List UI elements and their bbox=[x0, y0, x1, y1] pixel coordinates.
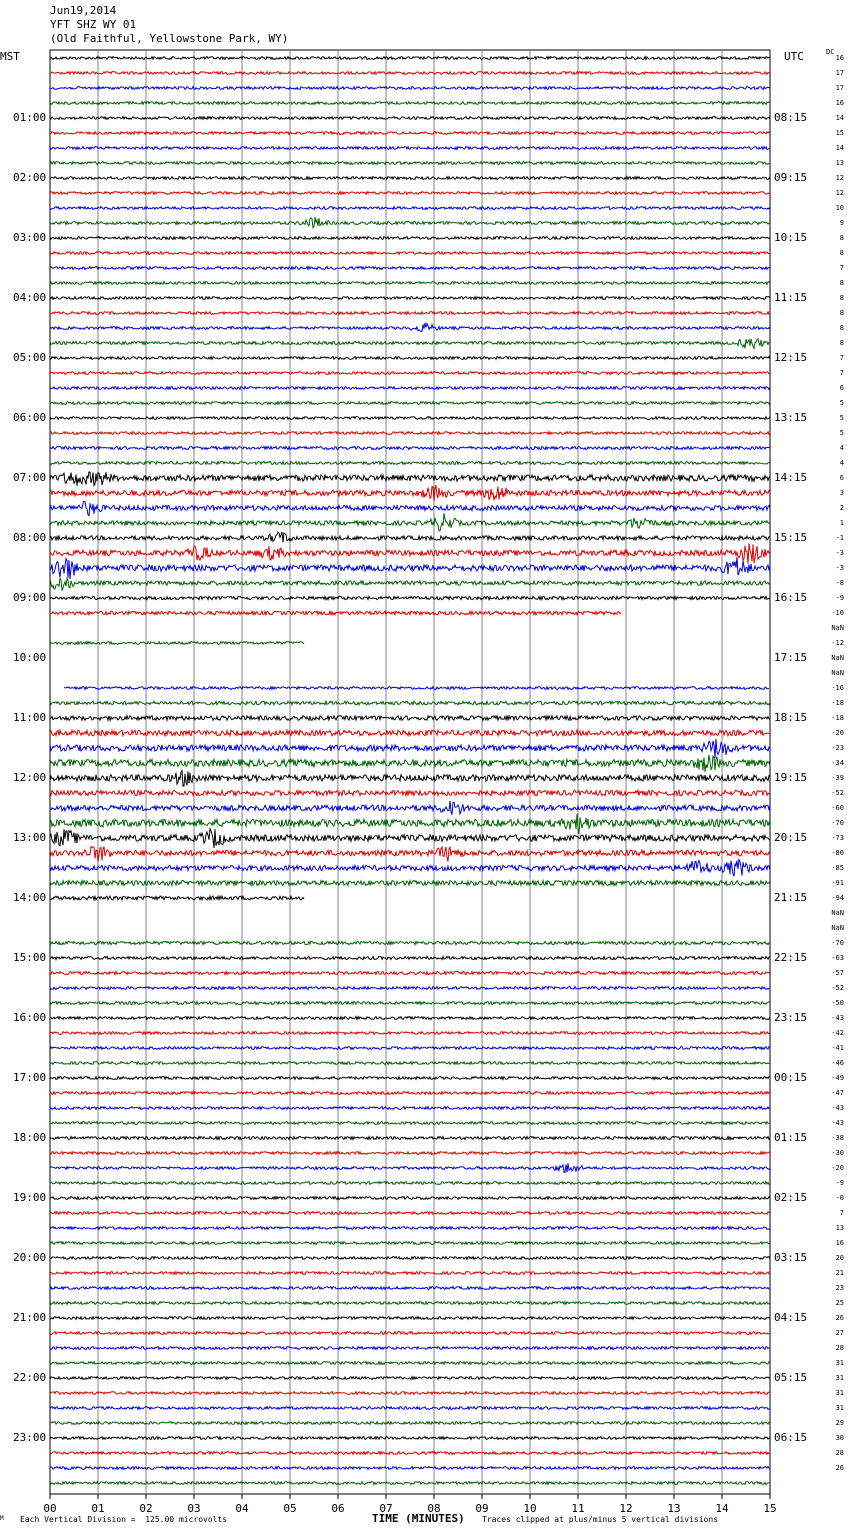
trace-row bbox=[50, 1212, 770, 1215]
trace-row bbox=[50, 755, 770, 772]
mst-time-label: 08:00 bbox=[13, 531, 47, 544]
trace-row bbox=[50, 1302, 770, 1305]
x-tick-label: 00 bbox=[43, 1502, 57, 1515]
trace-row bbox=[50, 252, 770, 255]
dc-offset-label: -34 bbox=[831, 759, 844, 767]
dc-offset-label: 21 bbox=[835, 1269, 844, 1277]
trace-row bbox=[50, 297, 770, 300]
dc-offset-label: 26 bbox=[835, 1314, 844, 1322]
dc-offset-label: 31 bbox=[835, 1359, 844, 1367]
trace-row bbox=[50, 596, 770, 599]
trace-row bbox=[50, 896, 304, 900]
dc-offset-label: -50 bbox=[831, 999, 844, 1007]
dc-offset-label: 20 bbox=[835, 1254, 844, 1262]
dc-offset-label: 12 bbox=[835, 174, 844, 182]
trace-row bbox=[50, 642, 304, 645]
trace-row bbox=[50, 829, 770, 848]
trace-row bbox=[50, 192, 770, 195]
dc-offset-label: 23 bbox=[835, 1284, 844, 1292]
utc-time-label: 02:15 bbox=[774, 1191, 808, 1204]
trace-row bbox=[50, 532, 770, 542]
dc-offset-label: -30 bbox=[831, 1149, 844, 1157]
trace-row bbox=[50, 432, 770, 435]
trace-row bbox=[50, 557, 770, 579]
dc-offset-label: 5 bbox=[839, 429, 844, 437]
dc-offset-label: -0 bbox=[835, 1194, 844, 1202]
trace-row bbox=[50, 771, 770, 787]
dc-offset-label: -70 bbox=[831, 819, 844, 827]
trace-row bbox=[50, 402, 770, 405]
trace-row bbox=[50, 1422, 770, 1425]
trace-row bbox=[50, 1467, 770, 1470]
plot-frame bbox=[50, 50, 770, 1494]
dc-offset-label: 8 bbox=[839, 309, 844, 317]
x-tick-label: 10 bbox=[523, 1502, 537, 1515]
dc-offset-label: 1 bbox=[839, 519, 844, 527]
dc-offset-label: -41 bbox=[831, 1044, 844, 1052]
trace-row bbox=[50, 417, 770, 420]
dc-offset-label: -42 bbox=[831, 1029, 844, 1037]
utc-time-label: 23:15 bbox=[774, 1011, 808, 1024]
mst-time-label: 14:00 bbox=[13, 891, 47, 904]
trace-row bbox=[50, 1257, 770, 1260]
dc-offset-label: -38 bbox=[831, 1134, 844, 1142]
mst-time-label: 21:00 bbox=[13, 1311, 47, 1324]
trace-row bbox=[50, 312, 770, 315]
dc-offset-label: 6 bbox=[839, 384, 844, 392]
mst-time-label: 01:00 bbox=[13, 111, 47, 124]
trace-row bbox=[50, 1032, 770, 1035]
x-tick-label: 14 bbox=[715, 1502, 729, 1515]
dc-offset-label: 14 bbox=[835, 114, 844, 122]
utc-time-label: 03:15 bbox=[774, 1251, 808, 1264]
dc-offset-label: 25 bbox=[835, 1299, 844, 1307]
utc-time-label: 14:15 bbox=[774, 471, 808, 484]
dc-offset-label: 8 bbox=[839, 279, 844, 287]
x-tick-label: 06 bbox=[331, 1502, 345, 1515]
trace-row bbox=[50, 1407, 770, 1410]
trace-row bbox=[50, 1122, 770, 1125]
trace-row bbox=[50, 372, 770, 375]
dc-offset-label: 14 bbox=[835, 144, 844, 152]
dc-offset-label: -9 bbox=[835, 1179, 844, 1187]
trace-row bbox=[50, 1377, 770, 1380]
utc-time-label: 00:15 bbox=[774, 1071, 808, 1084]
dc-offset-label: -52 bbox=[831, 789, 844, 797]
dc-offset-label: 26 bbox=[835, 1464, 844, 1472]
dc-offset-label: 16 bbox=[835, 99, 844, 107]
utc-time-label: 18:15 bbox=[774, 711, 808, 724]
trace-row bbox=[50, 1017, 770, 1020]
trace-row bbox=[50, 847, 770, 862]
mst-time-label: 06:00 bbox=[13, 411, 47, 424]
clip-note: Traces clipped at plus/minus 5 vertical divisions bbox=[482, 1515, 719, 1524]
dc-offset-label: -43 bbox=[831, 1014, 844, 1022]
mst-time-label: 13:00 bbox=[13, 831, 47, 844]
trace-row bbox=[50, 323, 770, 332]
trace-row bbox=[50, 1272, 770, 1275]
mst-time-label: 17:00 bbox=[13, 1071, 47, 1084]
trace-row bbox=[50, 72, 770, 75]
trace-row bbox=[50, 132, 770, 135]
x-tick-label: 11 bbox=[571, 1502, 585, 1515]
x-tick-label: 03 bbox=[187, 1502, 201, 1515]
x-tick-label: 13 bbox=[667, 1502, 681, 1515]
trace-row bbox=[50, 1452, 770, 1455]
dc-offset-label: -63 bbox=[831, 954, 844, 962]
utc-time-label: 09:15 bbox=[774, 171, 808, 184]
trace-row bbox=[50, 357, 770, 360]
x-tick-label: 01 bbox=[91, 1502, 105, 1515]
dc-offset-label: -46 bbox=[831, 1059, 844, 1067]
trace-row bbox=[50, 739, 770, 758]
mst-time-label: 11:00 bbox=[13, 711, 47, 724]
trace-row bbox=[50, 147, 770, 150]
trace-row bbox=[50, 207, 770, 210]
dc-offset-label: -60 bbox=[831, 804, 844, 812]
dc-offset-label: -39 bbox=[831, 774, 844, 782]
dc-offset-label: 31 bbox=[835, 1404, 844, 1412]
mst-time-label: 09:00 bbox=[13, 591, 47, 604]
x-tick-label: 09 bbox=[475, 1502, 489, 1515]
x-axis-label: TIME (MINUTES) bbox=[372, 1512, 465, 1525]
dc-offset-label: 8 bbox=[839, 249, 844, 257]
dc-offset-label: -70 bbox=[831, 939, 844, 947]
dc-offset-label: -18 bbox=[831, 699, 844, 707]
dc-offset-label: 7 bbox=[839, 264, 844, 272]
trace-row bbox=[50, 1002, 770, 1005]
dc-offset-label: 30 bbox=[835, 1434, 844, 1442]
dc-offset-label: 17 bbox=[835, 69, 844, 77]
scale-note: Each Vertical Division = 125.00 microvolts bbox=[20, 1515, 228, 1524]
trace-row bbox=[50, 1182, 770, 1185]
trace-row bbox=[50, 513, 770, 531]
dc-offset-label: -57 bbox=[831, 969, 844, 977]
dc-offset-label: 13 bbox=[835, 159, 844, 167]
trace-row bbox=[50, 1077, 770, 1080]
trace-row bbox=[50, 1137, 770, 1140]
trace-row bbox=[50, 1482, 770, 1485]
dc-offset-label: -18 bbox=[831, 714, 844, 722]
mst-time-label: 23:00 bbox=[13, 1431, 47, 1444]
trace-row bbox=[50, 1362, 770, 1365]
trace-row bbox=[50, 87, 770, 90]
dc-offset-label: 29 bbox=[835, 1419, 844, 1427]
dc-offset-label: 7 bbox=[839, 369, 844, 377]
trace-row bbox=[50, 57, 770, 60]
trace-row bbox=[50, 1392, 770, 1395]
trace-row bbox=[50, 472, 770, 486]
utc-time-label: 17:15 bbox=[774, 651, 808, 664]
trace-row bbox=[50, 701, 770, 705]
left-axis-title: MST bbox=[0, 50, 20, 63]
trace-row bbox=[50, 177, 770, 180]
dc-offset-label: 16 bbox=[835, 54, 844, 62]
dc-axis-title: DC bbox=[826, 48, 835, 56]
dc-offset-label: 5 bbox=[839, 399, 844, 407]
trace-row bbox=[50, 339, 770, 349]
dc-offset-label: 28 bbox=[835, 1344, 844, 1352]
dc-offset-label: -43 bbox=[831, 1119, 844, 1127]
dc-offset-label: 27 bbox=[835, 1329, 844, 1337]
trace-row bbox=[50, 972, 770, 975]
trace-row bbox=[50, 987, 770, 990]
utc-time-label: 16:15 bbox=[774, 591, 808, 604]
utc-time-label: 15:15 bbox=[774, 531, 808, 544]
dc-offset-label: NaN bbox=[831, 624, 844, 632]
mst-time-label: 04:00 bbox=[13, 291, 47, 304]
dc-offset-label: 7 bbox=[839, 354, 844, 362]
dc-offset-label: -91 bbox=[831, 879, 844, 887]
utc-time-label: 04:15 bbox=[774, 1311, 808, 1324]
utc-time-label: 11:15 bbox=[774, 291, 808, 304]
trace-row bbox=[50, 267, 770, 270]
dc-offset-label: 31 bbox=[835, 1389, 844, 1397]
trace-row bbox=[50, 117, 770, 120]
trace-row bbox=[64, 687, 769, 690]
dc-offset-label: -73 bbox=[831, 834, 844, 842]
trace-row bbox=[50, 957, 770, 960]
trace-row bbox=[50, 501, 770, 516]
dc-offset-label: 2 bbox=[839, 504, 844, 512]
trace-row bbox=[50, 716, 770, 720]
x-tick-label: 04 bbox=[235, 1502, 249, 1515]
trace-row bbox=[50, 1163, 770, 1172]
trace-row bbox=[50, 790, 770, 795]
dc-offset-label: -23 bbox=[831, 744, 844, 752]
mst-time-label: 07:00 bbox=[13, 471, 47, 484]
station-location: (Old Faithful, Yellowstone Park, WY) bbox=[50, 32, 289, 45]
dc-offset-label: -12 bbox=[831, 639, 844, 647]
utc-time-label: 19:15 bbox=[774, 771, 808, 784]
trace-row bbox=[50, 1227, 770, 1230]
utc-time-label: 20:15 bbox=[774, 831, 808, 844]
dc-offset-label: 8 bbox=[839, 339, 844, 347]
dc-offset-label: NaN bbox=[831, 654, 844, 662]
dc-offset-label: -16 bbox=[831, 684, 844, 692]
dc-offset-label: 28 bbox=[835, 1449, 844, 1457]
mst-time-label: 12:00 bbox=[13, 771, 47, 784]
trace-row bbox=[50, 881, 770, 886]
dc-offset-label: 17 bbox=[835, 84, 844, 92]
dc-offset-label: -43 bbox=[831, 1104, 844, 1112]
dc-offset-label: 16 bbox=[835, 1239, 844, 1247]
x-tick-label: 08 bbox=[427, 1502, 441, 1515]
trace-row bbox=[50, 102, 770, 105]
trace-row bbox=[50, 1107, 770, 1110]
x-tick-label: 02 bbox=[139, 1502, 153, 1515]
mst-time-label: 15:00 bbox=[13, 951, 47, 964]
x-tick-label: 15 bbox=[763, 1502, 777, 1515]
dc-offset-label: -20 bbox=[831, 1164, 844, 1172]
mst-time-label: 18:00 bbox=[13, 1131, 47, 1144]
dc-offset-label: 8 bbox=[839, 324, 844, 332]
dc-offset-label: NaN bbox=[831, 909, 844, 917]
dc-offset-label: 4 bbox=[839, 444, 844, 452]
trace-row bbox=[50, 1062, 770, 1065]
mst-time-label: 03:00 bbox=[13, 231, 47, 244]
mst-time-label: 05:00 bbox=[13, 351, 47, 364]
dc-offset-label: NaN bbox=[831, 924, 844, 932]
dc-offset-label: 3 bbox=[839, 489, 844, 497]
trace-row bbox=[50, 730, 770, 736]
dc-offset-label: 8 bbox=[839, 234, 844, 242]
dc-offset-label: -1 bbox=[835, 534, 844, 542]
trace-row bbox=[50, 1047, 770, 1050]
dc-offset-label: -20 bbox=[831, 729, 844, 737]
utc-time-label: 13:15 bbox=[774, 411, 808, 424]
mst-time-label: 20:00 bbox=[13, 1251, 47, 1264]
utc-time-label: 21:15 bbox=[774, 891, 808, 904]
x-tick-label: 12 bbox=[619, 1502, 633, 1515]
trace-row bbox=[50, 611, 621, 615]
trace-row bbox=[50, 387, 770, 390]
dc-offset-label: 13 bbox=[835, 1224, 844, 1232]
dc-offset-label: 7 bbox=[839, 1209, 844, 1217]
mst-time-label: 02:00 bbox=[13, 171, 47, 184]
dc-offset-label: 5 bbox=[839, 414, 844, 422]
trace-row bbox=[50, 1317, 770, 1320]
station-code: YFT SHZ WY 01 bbox=[50, 18, 137, 31]
mst-time-label: 10:00 bbox=[13, 651, 47, 664]
dc-offset-label: -49 bbox=[831, 1074, 844, 1082]
trace-row bbox=[50, 217, 770, 228]
trace-row bbox=[50, 1242, 770, 1245]
trace-row bbox=[50, 282, 770, 285]
trace-row bbox=[50, 544, 770, 564]
trace-row bbox=[50, 1197, 770, 1200]
dc-offset-label: 10 bbox=[835, 204, 844, 212]
trace-row bbox=[50, 941, 770, 944]
trace-row bbox=[50, 237, 770, 240]
trace-row bbox=[50, 1347, 770, 1350]
trace-row bbox=[50, 462, 770, 465]
dc-offset-label: -85 bbox=[831, 864, 844, 872]
utc-time-label: 12:15 bbox=[774, 351, 808, 364]
trace-row bbox=[50, 1287, 770, 1290]
dc-offset-label: -3 bbox=[835, 549, 844, 557]
dc-offset-label: -9 bbox=[835, 594, 844, 602]
mst-time-label: 16:00 bbox=[13, 1011, 47, 1024]
mst-time-label: 22:00 bbox=[13, 1371, 47, 1384]
dc-offset-label: -80 bbox=[831, 849, 844, 857]
dc-offset-label: -94 bbox=[831, 894, 844, 902]
dc-offset-label: 6 bbox=[839, 474, 844, 482]
trace-row bbox=[50, 860, 770, 877]
plot-date: Jun19,2014 bbox=[50, 4, 117, 17]
footer-mark: M bbox=[0, 1515, 4, 1522]
trace-row bbox=[50, 814, 770, 834]
dc-offset-label: -52 bbox=[831, 984, 844, 992]
x-tick-label: 05 bbox=[283, 1502, 297, 1515]
dc-offset-label: 4 bbox=[839, 459, 844, 467]
x-tick-label: 07 bbox=[379, 1502, 393, 1515]
utc-time-label: 10:15 bbox=[774, 231, 808, 244]
trace-row bbox=[50, 1092, 770, 1095]
mst-time-label: 19:00 bbox=[13, 1191, 47, 1204]
utc-time-label: 01:15 bbox=[774, 1131, 808, 1144]
dc-offset-label: 12 bbox=[835, 189, 844, 197]
utc-time-label: 22:15 bbox=[774, 951, 808, 964]
trace-row bbox=[50, 162, 770, 165]
trace-row bbox=[50, 485, 770, 501]
dc-offset-label: -47 bbox=[831, 1089, 844, 1097]
utc-time-label: 05:15 bbox=[774, 1371, 808, 1384]
trace-row bbox=[50, 1152, 770, 1155]
dc-offset-label: NaN bbox=[831, 669, 844, 677]
dc-offset-label: -8 bbox=[835, 579, 844, 587]
utc-time-label: 08:15 bbox=[774, 111, 808, 124]
dc-offset-label: 15 bbox=[835, 129, 844, 137]
trace-row bbox=[50, 578, 770, 591]
dc-offset-label: -10 bbox=[831, 609, 844, 617]
trace-row bbox=[50, 801, 770, 815]
trace-row bbox=[50, 1332, 770, 1335]
dc-offset-label: 9 bbox=[839, 219, 844, 227]
right-axis-title: UTC bbox=[784, 50, 804, 63]
trace-row bbox=[50, 447, 770, 450]
dc-offset-label: 8 bbox=[839, 294, 844, 302]
trace-row bbox=[50, 1437, 770, 1440]
utc-time-label: 06:15 bbox=[774, 1431, 808, 1444]
dc-offset-label: 31 bbox=[835, 1374, 844, 1382]
dc-offset-label: -3 bbox=[835, 564, 844, 572]
